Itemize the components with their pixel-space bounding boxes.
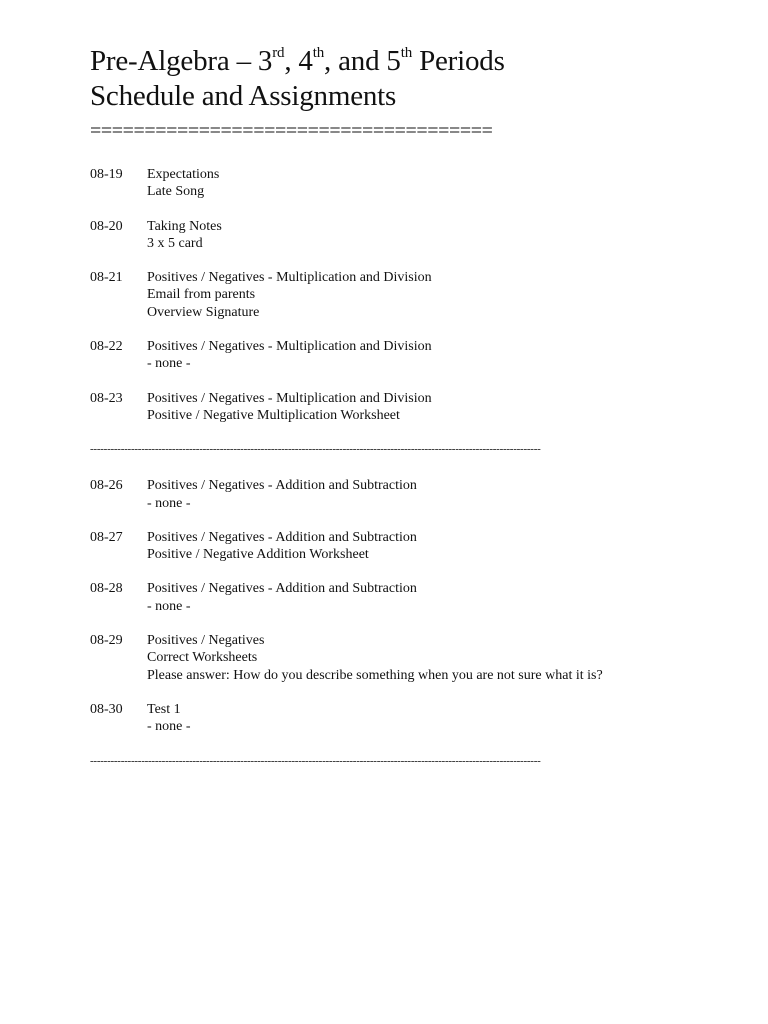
entry-topic: Positives / Negatives - Multiplication and Division bbox=[147, 390, 432, 406]
title-line-2: Schedule and Assignments bbox=[90, 80, 397, 112]
title-text: Pre-Algebra – 3 bbox=[90, 45, 273, 77]
ordinal-superscript: rd bbox=[272, 45, 285, 61]
schedule-entry bbox=[90, 390, 730, 425]
entry-assignment: Email from parents bbox=[147, 287, 256, 303]
entry-date: 08-19 bbox=[90, 167, 123, 182]
entry-date: 08-22 bbox=[90, 339, 123, 355]
entry-date: 08-27 bbox=[90, 529, 123, 545]
schedule-entry bbox=[90, 701, 730, 736]
entry-topic: Positives / Negatives - Addition and Subtraction bbox=[147, 478, 417, 494]
week-separator: ------------------------------------------------------------------------------------------------------------------------------------ bbox=[90, 754, 541, 767]
entry-details bbox=[147, 529, 417, 564]
entry-assignment: Positive / Negative Multiplication Worksheet bbox=[147, 407, 400, 423]
entry-assignment: - none - bbox=[147, 356, 191, 372]
entry-topic: Positives / Negatives - Multiplication and Division bbox=[147, 270, 432, 286]
entry-date: 08-21 bbox=[90, 270, 123, 286]
entry-details bbox=[147, 632, 603, 684]
entry-assignment: Late Song bbox=[147, 184, 205, 200]
ordinal-superscript: th bbox=[312, 45, 325, 61]
title-text: , 4 bbox=[284, 45, 313, 77]
title-text: , and 5 bbox=[324, 45, 401, 77]
schedule-entry bbox=[90, 580, 730, 615]
entry-assignment: Positive / Negative Addition Worksheet bbox=[147, 547, 369, 563]
entry-details bbox=[147, 477, 417, 512]
entry-details bbox=[147, 269, 432, 321]
title-rule: ===================================== bbox=[90, 121, 493, 141]
entry-date: 08-28 bbox=[90, 581, 123, 597]
entry-assignment: Please answer: How do you describe something when you are not sure what it is? bbox=[147, 667, 603, 683]
schedule-entry bbox=[90, 529, 730, 564]
entry-assignment: - none - bbox=[147, 495, 191, 511]
schedule-entry bbox=[90, 166, 730, 201]
schedule-entry bbox=[90, 338, 730, 373]
schedule-entry bbox=[90, 632, 730, 684]
entry-assignment: Correct Worksheets bbox=[147, 650, 258, 666]
entry-topic: Expectations bbox=[147, 167, 220, 182]
entry-date: 08-26 bbox=[90, 478, 123, 494]
title-text: Periods bbox=[412, 45, 505, 77]
entry-details bbox=[147, 338, 432, 373]
entry-date: 08-30 bbox=[90, 701, 123, 717]
entry-date: 08-29 bbox=[90, 633, 123, 649]
entry-topic: Positives / Negatives - Addition and Subtraction bbox=[147, 581, 417, 597]
entry-assignment: - none - bbox=[147, 719, 191, 735]
document-title bbox=[90, 44, 505, 114]
entry-date: 08-23 bbox=[90, 390, 123, 406]
entry-assignment: 3 x 5 card bbox=[147, 235, 203, 251]
entry-topic: Taking Notes bbox=[147, 218, 222, 234]
title-line-1 bbox=[90, 45, 505, 77]
entry-date: 08-20 bbox=[90, 218, 123, 234]
entry-details bbox=[147, 390, 432, 425]
entry-topic: Positives / Negatives - Multiplication and Division bbox=[147, 339, 432, 355]
entry-details bbox=[147, 580, 417, 615]
schedule-entry bbox=[90, 477, 730, 512]
week-separator: ------------------------------------------------------------------------------------------------------------------------------------ bbox=[90, 443, 541, 456]
entry-details bbox=[147, 701, 191, 736]
ordinal-superscript: th bbox=[400, 45, 413, 61]
schedule-entry bbox=[90, 218, 730, 253]
schedule-entry bbox=[90, 269, 730, 321]
entry-assignment: Overview Signature bbox=[147, 304, 260, 320]
entry-topic: Test 1 bbox=[147, 701, 181, 717]
entry-details bbox=[147, 218, 222, 253]
entry-assignment: - none - bbox=[147, 598, 191, 614]
entry-topic: Positives / Negatives - Addition and Subtraction bbox=[147, 529, 417, 545]
schedule-list bbox=[90, 166, 730, 789]
entry-details bbox=[147, 166, 219, 201]
entry-topic: Positives / Negatives bbox=[147, 633, 265, 649]
